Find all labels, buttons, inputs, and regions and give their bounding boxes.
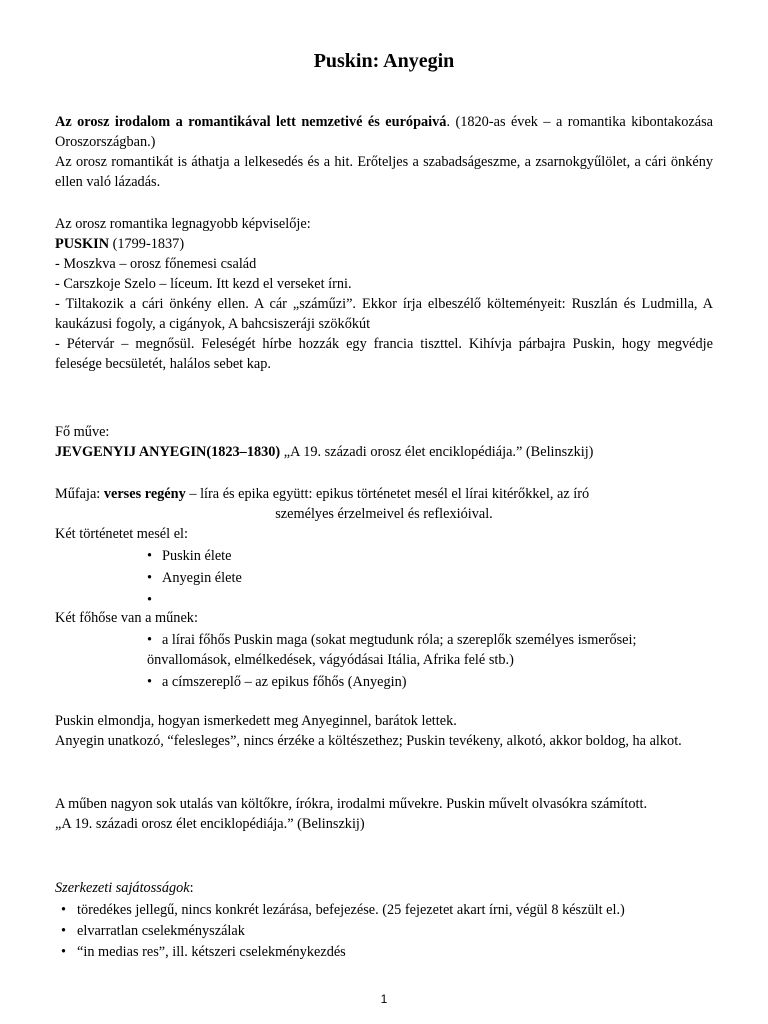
list-item [55,942,713,962]
structure-heading-text: Szerkezeti sajátosságok [55,880,190,896]
references-line2: „A 19. századi orosz élet enciklopédiája.” (Belinszkij) [55,816,365,832]
intro-paragraph [55,112,713,152]
bio-item: - Pétervár – megnősül. Feleségét hírbe hozzák egy francia tiszttel. Kihívja párbajra Puskin, hogy megvédje felesége becsületét, halálos sebet kap. [55,336,713,372]
genre-bold: verses regény [103,486,186,502]
intro-rest-text: . (1820-as évek – a romantika kibontakozása Oroszországban.) [55,114,713,150]
mainwork-label: Fő műve: [55,424,110,440]
puskin-name: PUSKIN [55,236,110,252]
heroes-list [55,630,713,692]
mainwork-quote: „A 19. századi orosz élet enciklopédiája.” (Belinszkij) [280,444,594,460]
structure-heading-colon: : [189,880,194,896]
genre-rest: – líra és epika együtt: epikus történetet mesél el lírai kitérőkkel, az író [185,486,590,502]
genre-section [55,484,713,524]
mainwork-section [55,422,713,462]
representative-heading: Az orosz romantika legnagyobb képviselője: [55,216,311,232]
bullet-icon: • [147,674,153,690]
list-item-text: “in medias res”, ill. kétszeri cselekménykezdés [77,944,346,960]
list-item-text: a címszereplő – az epikus főhős (Anyegin) [162,674,407,690]
stories-section [55,524,713,610]
intro-line2: Az orosz romantikát is áthatja a lelkesedés és a hit. Erőteljes a szabadságeszme, a zsarnokgyűlölet, a cári önkény ellen való lázadás. [55,154,713,190]
page-title: Puskin: Anyegin [313,50,455,72]
mainwork-title: JEVGENYIJ ANYEGIN(1823–1830) [55,444,281,460]
list-item-text: Anyegin élete [162,570,242,586]
bullet-icon: • [147,548,153,564]
representative-section [55,214,713,374]
bio-item: - Moszkva – orosz főnemesi család [55,256,257,272]
stories-list [55,546,713,610]
structure-section [55,878,713,962]
stories-heading: Két történetet mesél el: [55,526,188,542]
bullet-icon: • [61,923,67,939]
genre-label: Műfaja: [55,486,104,502]
list-item [55,672,713,692]
bullet-icon: • [61,902,67,918]
friendship-line2: Anyegin unatkozó, “felesleges”, nincs érzéke a költészethez; Puskin tevékeny, alkotó, akkor boldog, ha alkot. [55,733,682,749]
genre-line2: személyes érzelmeivel és reflexióival. [275,506,493,522]
list-item [55,900,713,920]
list-item [55,546,713,566]
structure-heading [55,878,713,898]
list-item-text: a lírai főhős Puskin maga (sokat megtudunk róla; a szereplők személyes ismerősei; önvallomások, elmélkedések, vágyódásai Itália, Afrika felé stb.) [147,632,637,668]
bullet-icon: • [147,570,153,586]
list-item-text: elvarratlan cselekményszálak [77,923,245,939]
friendship-section [55,711,713,751]
structure-list [55,900,713,962]
intro-section [55,112,713,192]
bullet-icon: • [147,632,153,648]
heroes-heading: Két főhőse van a műnek: [55,610,198,626]
list-item [55,630,713,670]
list-item [55,590,713,610]
intro-bold-text: Az orosz irodalom a romantikával lett nemzetivé és európaivá [55,114,447,130]
genre-line [55,484,713,504]
bio-item: - Tiltakozik a cári önkény ellen. A cár „száműzi”. Ekkor írja elbeszélő költeményeit: Ruszlán és Ludmilla, A kaukázusi fogoly, a cigányok, A bahcsiszeráji szökőkút [55,296,713,332]
list-item-text: töredékes jellegű, nincs konkrét lezárása, befejezése. (25 fejezetet akart írni, végül 8 készült el.) [77,902,625,918]
references-section [55,794,713,834]
bio-item: - Carszkoje Szelo – líceum. Itt kezd el verseket írni. [55,276,352,292]
bullet-icon: • [147,592,153,608]
bullet-icon: • [61,944,67,960]
list-item [55,921,713,941]
mainwork-title-line [55,442,713,462]
list-item-text: Puskin élete [162,548,232,564]
friendship-line1: Puskin elmondja, hogyan ismerkedett meg Anyeginnel, barátok lettek. [55,713,457,729]
heroes-section [55,608,713,692]
references-line1: A műben nagyon sok utalás van költőkre, írókra, irodalmi művekre. Puskin művelt olvasókra számított. [55,796,648,812]
page-number: 1 [380,992,388,1006]
list-item [55,568,713,588]
puskin-years: (1799-1837) [109,236,185,252]
puskin-line [55,234,713,254]
